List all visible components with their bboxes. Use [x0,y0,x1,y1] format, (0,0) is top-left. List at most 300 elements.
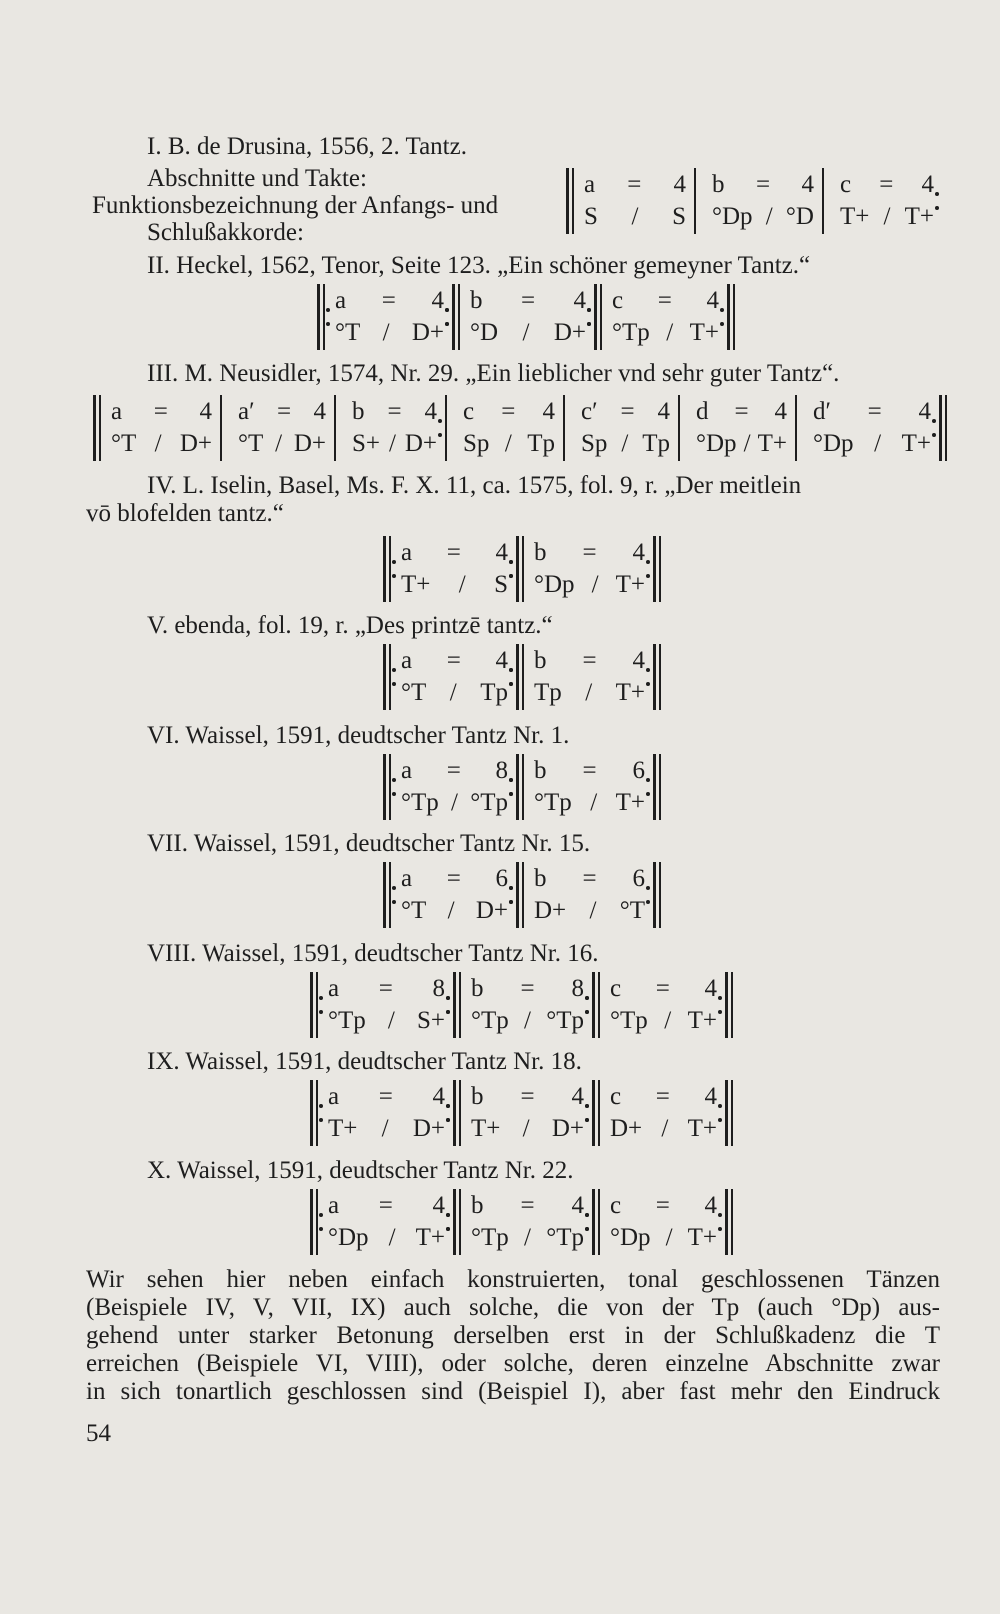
chord-token: Sp [463,430,490,457]
double-barline [383,754,391,820]
chord-token: °Dp [328,1224,369,1251]
chord-token: D+ [404,430,437,457]
chord-token: D+ [551,1115,584,1142]
chord-token: / [451,789,458,816]
section-length [471,1191,584,1221]
chord-functions [612,318,719,348]
chord-token: / [449,679,457,706]
chord-token: °Dp [813,430,854,457]
section-token: 4 [632,647,645,674]
chord-token: °T [401,679,427,706]
chord-token: °Tp [328,1007,366,1034]
section-token: = [446,865,461,892]
chord-token: / [522,319,530,346]
section-token: 4 [571,1083,584,1110]
section-token: 4 [673,171,686,198]
double-barline [725,972,733,1038]
section-token: b [534,647,547,674]
section-token: 4 [774,398,787,425]
double-barline [939,395,947,461]
section-cell [602,972,725,1038]
chord-token: °Dp [610,1224,651,1251]
chord-token: / [665,1224,673,1251]
chord-token: D+ [293,430,326,457]
section-token: a [401,539,413,566]
section-length [534,538,645,568]
example-label-line: Funktionsbezeichnung der Anfangs- und [92,192,499,219]
chord-token: D+ [475,897,508,924]
section-token: c [610,1083,622,1110]
chord-token: °Tp [612,319,650,346]
section-cell [526,754,653,820]
section-length [335,286,444,316]
barline [220,395,222,461]
section-length [328,974,445,1004]
section-token: a [328,1192,340,1219]
section-token: = [520,1083,535,1110]
chord-functions [584,202,686,232]
double-barline [453,1189,461,1255]
section-token: a [401,865,413,892]
section-token: = [620,398,635,425]
chord-token: / [621,430,629,457]
chord-functions [401,896,508,926]
double-barline [310,1189,318,1255]
section-token: 8 [495,757,508,784]
chord-token: / [388,1224,396,1251]
double-barline [383,644,391,710]
chord-functions [401,678,508,708]
double-barline [516,754,524,820]
chord-token: / [591,571,599,598]
section-token: = [520,1192,535,1219]
section-token: 4 [199,398,212,425]
chord-token: T+ [615,571,645,598]
section-length [813,397,931,427]
chord-token: D+ [411,319,444,346]
chord-token: / [585,679,593,706]
chord-token: °D [470,319,499,346]
chord-token: T+ [687,1007,717,1034]
double-barline [653,644,661,710]
section-token: = [755,171,771,198]
section-cell [230,395,334,461]
section-token: 4 [632,539,645,566]
section-cell [604,284,727,350]
section-cell [463,1080,592,1146]
section-token: a [111,398,123,425]
section-cell [393,644,516,710]
chord-token: D+ [553,319,586,346]
chord-functions [401,788,508,818]
chord-token: °D [785,203,814,230]
section-table [383,536,673,602]
chord-functions [534,896,645,926]
section-cell [455,395,563,461]
chord-functions [471,1006,584,1036]
chord-token: °T [335,319,361,346]
double-barline [592,972,600,1038]
section-token: = [627,171,642,198]
paragraph-line: erreichen (Beispiele VI, VIII), oder solche, deren einzelne Abschnitte zwar [86,1350,940,1377]
section-token: 4 [573,287,586,314]
chord-token: / [387,1007,395,1034]
section-token: = [378,1192,393,1219]
section-cell [344,395,445,461]
section-table [310,1189,740,1255]
section-token: = [655,1083,670,1110]
double-barline [653,862,661,928]
section-length [610,1191,717,1221]
section-token: 4 [431,287,444,314]
section-token: b [470,287,483,314]
chord-token: T+ [471,1115,501,1142]
section-cell [704,168,822,234]
double-barline [310,1080,318,1146]
chord-functions [696,429,787,459]
section-table [383,644,673,710]
chord-token: / [765,203,773,230]
example-heading: IX. Waissel, 1591, deudtscher Tantz Nr. 18. [147,1048,582,1075]
section-token: 4 [495,647,508,674]
section-token: = [387,398,402,425]
chord-token: T+ [689,319,719,346]
chord-functions [581,429,670,459]
section-token: a′ [238,398,255,425]
chord-token: / [458,571,466,598]
section-token: c′ [581,398,598,425]
section-token: 4 [313,398,326,425]
double-barline [93,395,101,461]
section-length [840,170,934,200]
section-table [310,972,740,1038]
barline [822,168,824,234]
example-heading: V. ebenda, fol. 19, r. „Des printzē tantz.“ [147,612,553,639]
section-token: 4 [704,1192,717,1219]
double-barline [653,754,661,820]
example-heading: VII. Waissel, 1591, deudtscher Tantz Nr. 15. [147,830,591,857]
example-heading: VIII. Waissel, 1591, deudtscher Tantz Nr. 16. [147,940,599,967]
section-token: a [335,287,347,314]
section-token: = [378,1083,393,1110]
barline [678,395,680,461]
chord-token: °Tp [610,1007,648,1034]
section-token: 4 [495,539,508,566]
section-length [352,397,437,427]
paragraph-line: in sich tonartlich geschlossen sind (Beispiel I), aber fast mehr den Eindruck [86,1378,940,1405]
double-barline [566,168,574,234]
section-token: 4 [432,1192,445,1219]
double-barline [453,972,461,1038]
section-token: = [520,287,536,314]
section-token: b [534,539,547,566]
chord-token: S [672,203,686,230]
section-token: = [879,171,894,198]
chord-token: °Tp [471,1224,509,1251]
chord-token: / [589,897,597,924]
section-token: a [584,171,596,198]
section-length [328,1191,445,1221]
double-barline [317,284,325,350]
chord-token: / [388,430,396,457]
double-barline [383,862,391,928]
section-token: c [610,975,622,1002]
double-barline [516,536,524,602]
section-token: 6 [632,865,645,892]
chord-token: Tp [534,679,562,706]
section-token: d′ [813,398,831,425]
chord-functions [111,429,212,459]
example-heading: X. Waissel, 1591, deudtscher Tantz Nr. 22. [147,1157,574,1184]
double-barline [383,536,391,602]
double-barline [725,1080,733,1146]
section-token: 4 [542,398,555,425]
section-token: = [657,287,672,314]
chord-token: / [154,430,162,457]
section-length [111,397,212,427]
chord-token: / [504,430,512,457]
section-token: a [328,975,340,1002]
section-cell [463,1189,592,1255]
chord-token: T+ [615,679,645,706]
chord-functions [471,1114,584,1144]
barline [445,395,447,461]
section-cell [393,862,516,928]
section-token: 4 [704,1083,717,1110]
chord-token: °Tp [471,1007,509,1034]
chord-token: D+ [179,430,212,457]
chord-token: / [590,789,598,816]
section-token: b [352,398,365,425]
section-token: a [328,1083,340,1110]
section-token: = [734,398,749,425]
chord-token: / [381,1115,389,1142]
section-cell [320,1189,453,1255]
section-token: b [471,1192,484,1219]
paragraph-line: (Beispiele IV, V, VII, IX) auch solche, die von der Tp (auch °Dp) aus- [86,1294,940,1321]
section-token: c [610,1192,622,1219]
chord-token: Tp [642,430,670,457]
section-length [463,397,555,427]
section-length [401,646,508,676]
barline [795,395,797,461]
section-cell [602,1080,725,1146]
chord-token: / [447,897,455,924]
section-token: 6 [632,757,645,784]
chord-token: S+ [352,430,381,457]
section-cell [573,395,678,461]
chord-functions [534,678,645,708]
section-table [383,754,673,820]
chord-functions [840,202,934,232]
section-length [610,1082,717,1112]
section-token: b [534,757,547,784]
example-heading: VI. Waissel, 1591, deudtscher Tantz Nr. 1. [147,722,570,749]
chord-token: / [524,1224,531,1251]
section-token: 4 [571,1192,584,1219]
section-token: = [501,398,516,425]
chord-token: °Dp [712,203,753,230]
section-cell [526,862,653,928]
section-token: = [378,975,393,1002]
example-heading: IV. L. Iselin, Basel, Ms. F. X. 11, ca. 1575, fol. 9, r. „Der meitlein [147,472,802,499]
barline [334,395,336,461]
example-label-line: Schlußakkorde: [147,219,304,246]
section-length [696,397,787,427]
section-token: = [446,757,461,784]
chord-token: / [524,1007,531,1034]
chord-token: / [275,430,283,457]
barline [563,395,565,461]
section-cell [602,1189,725,1255]
section-cell [393,536,516,602]
section-cell [320,972,453,1038]
section-table [310,1080,740,1146]
section-token: = [655,1192,670,1219]
double-barline [592,1080,600,1146]
section-token: = [276,398,292,425]
chord-functions [471,1223,584,1253]
section-token: 4 [921,171,934,198]
section-token: = [520,975,535,1002]
section-token: 4 [657,398,670,425]
section-length [534,756,645,786]
paragraph-line: Wir sehen hier neben einfach konstruierten, tonal geschlossenen Tänzen [86,1266,940,1293]
section-cell [526,536,653,602]
chord-token: T+ [415,1224,445,1251]
section-token: = [582,539,597,566]
chord-token: °Tp [470,789,508,816]
chord-token: °Dp [696,430,737,457]
chord-token: T+ [904,203,934,230]
section-cell [688,395,795,461]
chord-token: T+ [901,430,931,457]
chord-token: T+ [328,1115,358,1142]
section-length [612,286,719,316]
chord-functions [328,1223,445,1253]
chord-token: S+ [416,1007,445,1034]
section-length [471,974,584,1004]
section-length [401,538,508,568]
double-barline [592,1189,600,1255]
example-heading: II. Heckel, 1562, Tenor, Seite 123. „Ein schöner gemeyner Tantz.“ [147,252,811,279]
section-token: c [463,398,475,425]
double-barline [516,862,524,928]
chord-token: °Tp [401,789,439,816]
example-heading: I. B. de Drusina, 1556, 2. Tantz. [147,133,467,160]
section-token: = [381,287,396,314]
chord-functions [328,1114,445,1144]
section-cell [463,972,592,1038]
chord-token: T+ [687,1115,717,1142]
chord-token: °Tp [534,789,572,816]
chord-functions [712,202,814,232]
section-token: 8 [571,975,584,1002]
chord-token: Sp [581,430,608,457]
section-token: b [471,975,484,1002]
section-token: 4 [432,1083,445,1110]
double-barline [725,1189,733,1255]
double-barline [453,1080,461,1146]
section-table [566,168,950,234]
section-token: 4 [424,398,437,425]
chord-functions [534,788,645,818]
chord-token: D+ [610,1115,643,1142]
section-token: = [655,975,670,1002]
chord-token: °T [111,430,137,457]
chord-token: / [874,430,882,457]
section-token: 6 [495,865,508,892]
section-cell [526,644,653,710]
section-length [610,974,717,1004]
section-cell [462,284,594,350]
chord-token: / [661,1115,669,1142]
body-paragraph [86,1266,940,1406]
section-length [401,864,508,894]
section-token: 8 [432,975,445,1002]
section-length [534,864,645,894]
chord-token: / [631,203,639,230]
chord-functions [610,1114,717,1144]
chord-functions [401,570,508,600]
chord-token: D+ [412,1115,445,1142]
double-barline [727,284,735,350]
section-cell [393,754,516,820]
section-token: a [401,757,413,784]
section-length [401,756,508,786]
section-token: b [534,865,547,892]
section-token: d [696,398,709,425]
chord-token: °T [238,430,264,457]
chord-token: S [494,571,508,598]
chord-token: Tp [527,430,555,457]
section-token: a [401,647,413,674]
section-length [584,170,686,200]
chord-token: °Tp [546,1224,584,1251]
barline [694,168,696,234]
section-token: = [867,398,882,425]
chord-token: / [664,1007,672,1034]
section-table [317,284,737,350]
section-length [534,646,645,676]
section-cell [832,168,942,234]
section-length [471,1082,584,1112]
chord-token: T+ [401,571,431,598]
section-table [383,862,673,928]
double-barline [516,644,524,710]
paragraph-line: gehend unter starker Betonung derselben erst in der Schlußkadenz die T [86,1322,940,1349]
section-token: c [840,171,852,198]
chord-token: T+ [757,430,787,457]
page-number: 54 [86,1420,111,1447]
section-table [93,395,953,461]
section-token: = [582,647,597,674]
section-token: = [582,757,597,784]
chord-functions [328,1006,445,1036]
chord-token: °Dp [534,571,575,598]
section-token: = [153,398,168,425]
chord-token: T+ [615,789,645,816]
double-barline [594,284,602,350]
chord-token: / [743,430,751,457]
section-length [470,286,586,316]
section-token: = [582,865,597,892]
example-heading-continued: vō blofelden tantz.“ [86,500,284,527]
chord-token: T+ [840,203,870,230]
chord-functions [463,429,555,459]
section-token: = [446,539,461,566]
section-length [581,397,670,427]
